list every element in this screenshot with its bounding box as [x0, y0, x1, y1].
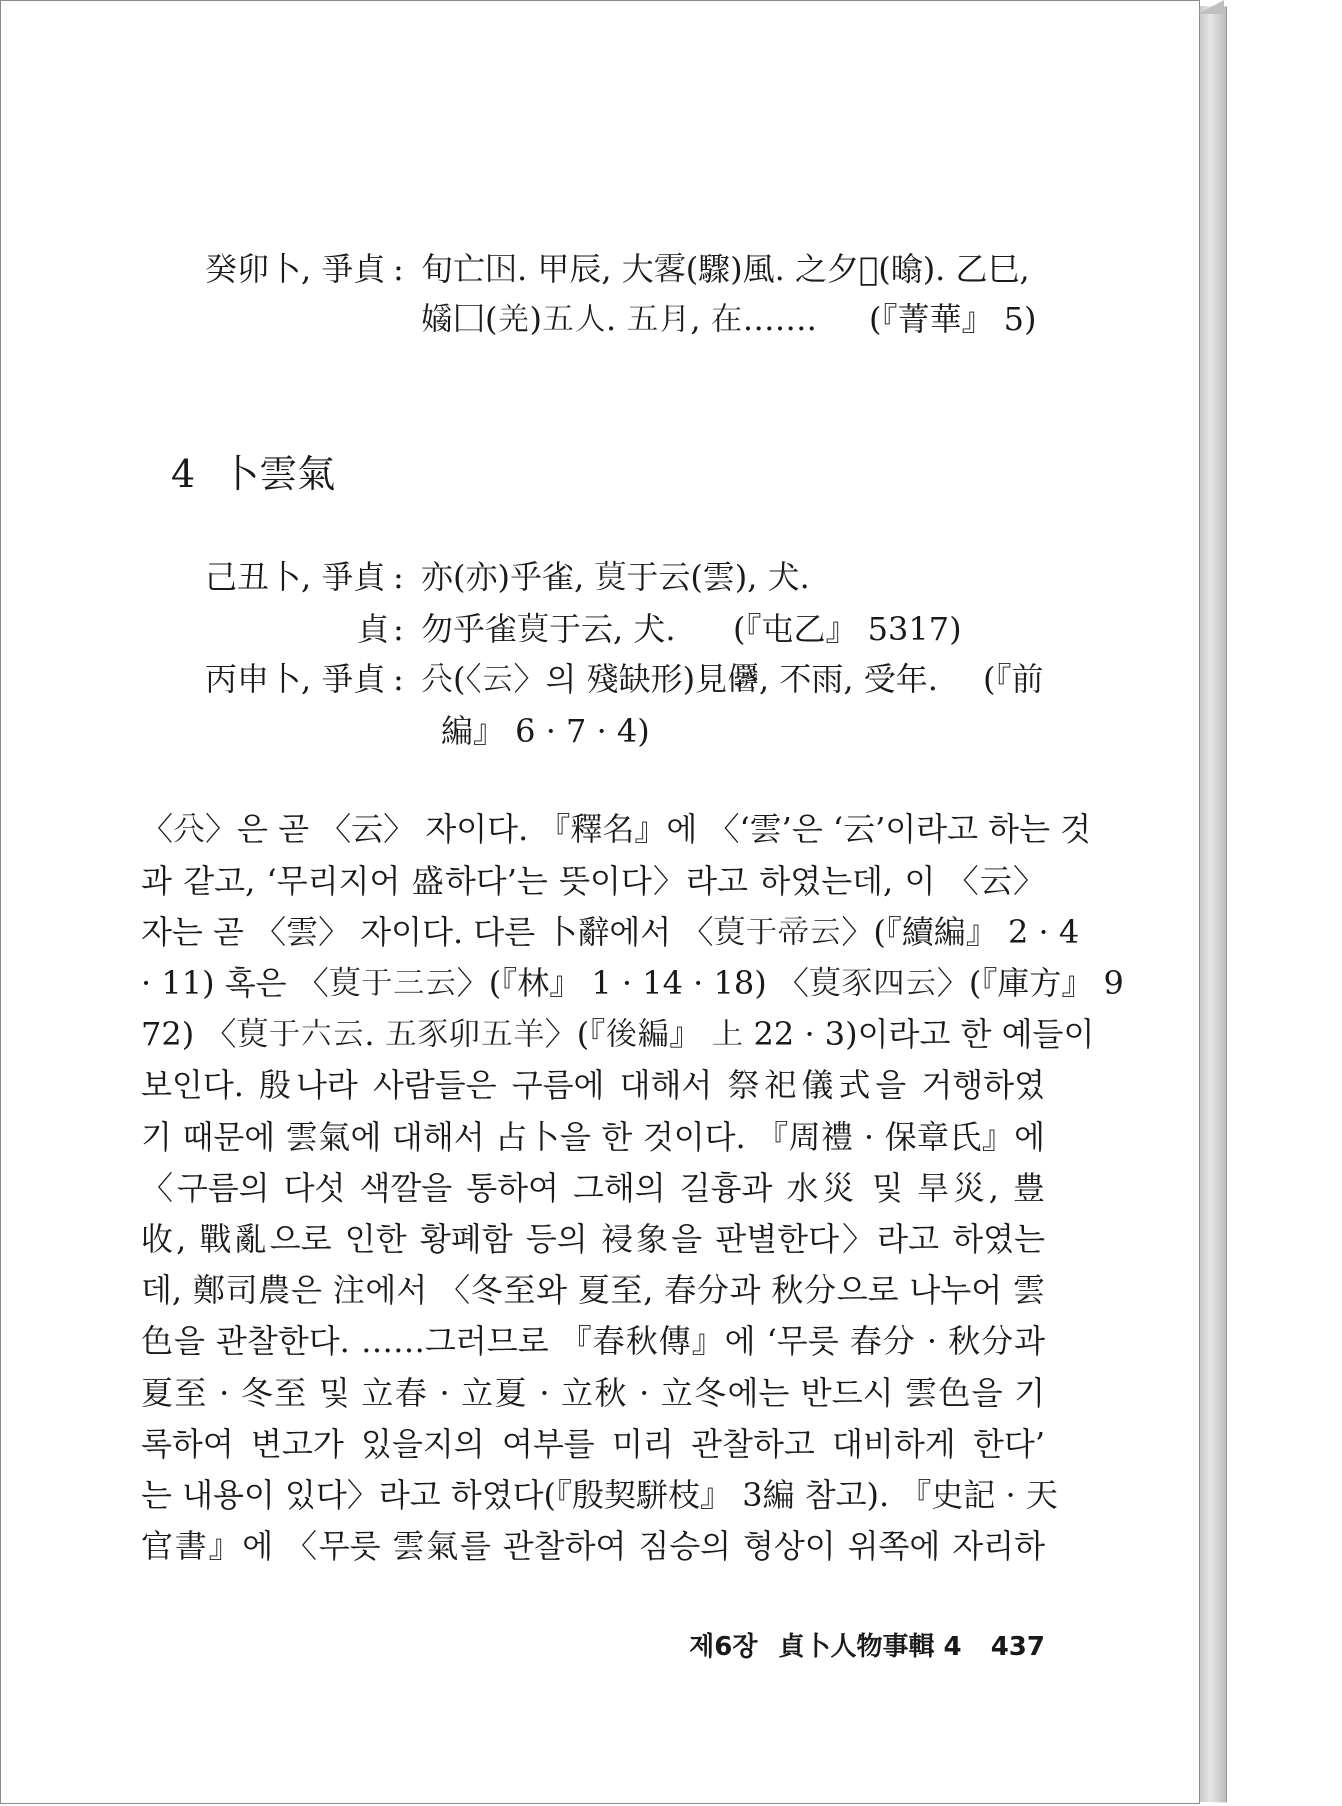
example2-line3-prefix: 丙申卜, 爭貞 — [205, 660, 386, 698]
example2-line2-text: 勿乎雀𤊾于云, 犬. — [421, 610, 676, 648]
body-line: 과 같고, ‘무리지어 盛하다’는 뜻이다〉라고 하였는데, 이 〈云〉 — [141, 862, 1045, 900]
example2-line3-source: (『前 — [983, 660, 1044, 698]
footer-title: 貞卜人物事輯 4 — [778, 1632, 962, 1662]
body-line: 收, 戰亂으로 인한 황폐함 등의 祲象을 판별한다〉라고 하였는 — [141, 1220, 1045, 1258]
example2-line4-text: 編』 6 · 7 · 4) — [441, 712, 650, 750]
example2-line3-text: 𠔁(〈云〉의 殘缺形)見𠑵, 不雨, 受年. — [421, 660, 938, 698]
body-line: 夏至 · 冬至 및 立春 · 立夏 · 立秋 · 立冬에는 반드시 雲色을 기 — [141, 1374, 1045, 1412]
example2-line1-text: 亦(亦)乎雀, 𤊾于云(雲), 犬. — [421, 558, 810, 596]
example2-line2-prefix: 貞 — [357, 610, 390, 648]
footer-chapter: 제6장 — [689, 1632, 758, 1662]
page-stack-edge — [1200, 6, 1227, 1802]
page-number: 437 — [990, 1632, 1045, 1662]
body-line: 자는 곧 〈雲〉 자이다. 다른 卜辭에서 〈𤊾于帝云〉(『續編』 2 · 4 — [141, 913, 1080, 951]
example2-colon-1: : — [393, 558, 404, 596]
body-line: 〈구름의 다섯 색깔을 통하여 그해의 길흉과 水災 및 旱災, 豊 — [141, 1169, 1045, 1207]
body-line: 官書』에 〈무릇 雲氣를 관찰하여 짐승의 형상이 위쪽에 자리하 — [141, 1527, 1045, 1565]
body-line: 데, 鄭司農은 注에서 〈冬至와 夏至, 春分과 秋分으로 나누어 雲 — [141, 1271, 1045, 1309]
example1-line1-text: 旬亡𡆥. 甲辰, 大𩂣(驟)風. 之夕𡕥(㬛). 乙巳, — [421, 250, 1030, 288]
body-line: 보인다. 殷나라 사람들은 구름에 대해서 祭祀儀式을 거행하였 — [141, 1066, 1045, 1104]
section-title: 卜雲氣 — [221, 452, 336, 496]
example2-line1-prefix: 己丑卜, 爭貞 — [205, 558, 386, 596]
body-line: 는 내용이 있다〉라고 하였다(『殷契駢枝』 3編 참고). 『史記 · 天 — [141, 1476, 1058, 1514]
page-footer — [641, 1626, 1045, 1663]
example1-line2-text: 𡡗囗(羌)五人. 五月, 在……. — [421, 300, 817, 338]
page-stack-corner — [1198, 0, 1224, 14]
example2-line2-source: (『屯乙』 5317) — [733, 610, 962, 648]
body-line: 록하여 변고가 있을지의 여부를 미리 관찰하고 대비하게 한다’ — [141, 1425, 1045, 1463]
example1-colon: : — [393, 250, 404, 288]
body-line: 72) 〈𤊾于六云. 五豕卯五羊〉(『後編』 上 22 · 3)이라고 한 예들이 — [141, 1015, 1095, 1053]
body-line: 〈𠔁〉은 곧 〈云〉 자이다. 『釋名』에 〈‘雲’은 ‘云’이라고 하는 것 — [141, 810, 1092, 848]
body-line: 色을 관찰한다. ……그러므로 『春秋傳』에 ‘무릇 春分 · 秋分과 — [141, 1322, 1045, 1360]
example1-line2-source: (『菁華』 5) — [869, 300, 1037, 338]
section-heading — [171, 452, 336, 496]
body-line: · 11) 혹은 〈𤊾于三云〉(『林』 1 · 14 · 18) 〈𤊾豕四云〉(『庫方』 9 — [141, 964, 1124, 1002]
section-number: 4 — [171, 452, 196, 496]
example2-colon-2: : — [393, 610, 404, 648]
example2-colon-3: : — [393, 660, 404, 698]
example1-line1-prefix: 癸卯卜, 爭貞 — [205, 250, 386, 288]
body-line: 기 때문에 雲氣에 대해서 占卜을 한 것이다. 『周禮 · 保章氏』에 — [141, 1118, 1045, 1156]
